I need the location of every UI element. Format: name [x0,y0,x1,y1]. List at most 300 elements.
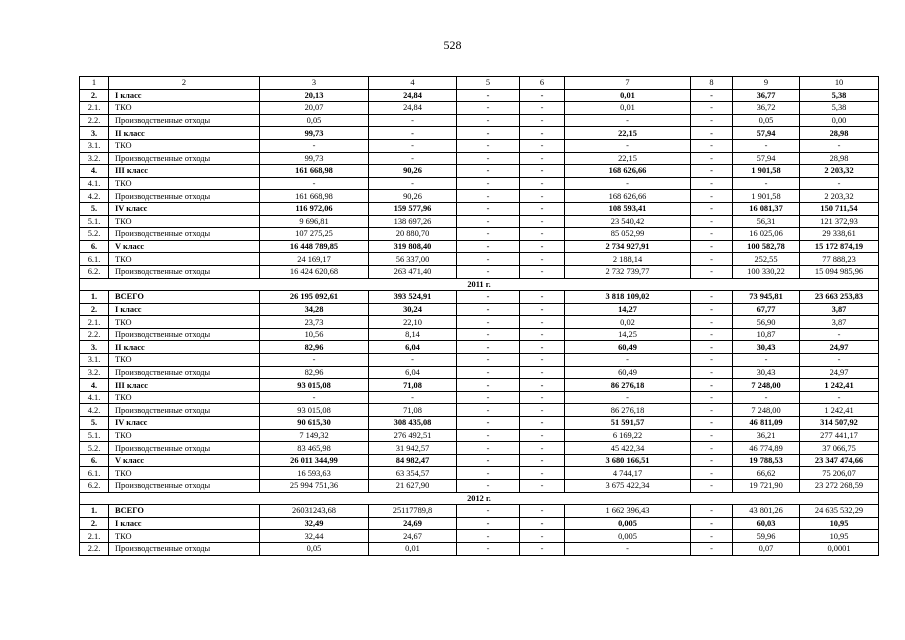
table-cell: 0,07 [733,542,800,555]
table-cell: - [457,542,520,555]
table-cell: 1 662 396,43 [565,505,691,518]
table-cell: 6.2. [80,265,109,278]
table-cell: 26031243,68 [260,505,369,518]
table-row [80,404,879,417]
table-cell: - [260,139,369,152]
table-cell: 0,01 [565,102,691,115]
table-cell: - [691,505,733,518]
table-cell: 23 347 474,66 [800,454,879,467]
column-header: 4 [369,77,457,90]
table-cell: 24,97 [800,366,879,379]
table-cell: - [457,291,520,304]
table-cell: 168 626,66 [565,190,691,203]
table-cell: 75 206,07 [800,467,879,480]
table-cell: - [691,454,733,467]
table-cell: III класс [109,379,260,392]
table-cell: - [800,328,879,341]
table-cell: 161 668,98 [260,190,369,203]
table-row [80,354,879,367]
table-row [80,291,879,304]
table-cell: - [565,391,691,404]
table-cell: 3. [80,341,109,354]
table-cell: 2.1. [80,102,109,115]
table-cell: 26 011 344,99 [260,454,369,467]
table-cell: - [457,480,520,493]
table-cell: 6.2. [80,480,109,493]
table-cell: 2.2. [80,114,109,127]
table-cell: 29 338,61 [800,228,879,241]
table-cell: 6.1. [80,467,109,480]
table-cell: 4.1. [80,391,109,404]
table-cell: - [691,165,733,178]
table-cell: 5. [80,417,109,430]
table-cell: 6. [80,240,109,253]
table-cell: 16 081,37 [733,202,800,215]
table-cell: - [691,379,733,392]
table-cell: 36,21 [733,429,800,442]
table-cell: 7 248,00 [733,379,800,392]
table-cell: 37 066,75 [800,442,879,455]
table-cell: Производственные отходы [109,366,260,379]
table-cell: Производственные отходы [109,480,260,493]
table-row [80,152,879,165]
table-cell: - [691,442,733,455]
table-cell: ВСЕГО [109,505,260,518]
table-cell: ТКО [109,467,260,480]
table-cell: 8,14 [369,328,457,341]
table-cell: ТКО [109,215,260,228]
table-cell: 30,24 [369,303,457,316]
table-cell: 30,43 [733,341,800,354]
table-cell: 21 627,90 [369,480,457,493]
table-cell: 2 188,14 [565,253,691,266]
table-cell: 150 711,54 [800,202,879,215]
table-cell: - [457,404,520,417]
table-cell: - [691,177,733,190]
table-cell: - [691,303,733,316]
column-header: 10 [800,77,879,90]
table-cell: 314 507,92 [800,417,879,430]
column-header: 1 [80,77,109,90]
column-header: 7 [565,77,691,90]
table-cell: - [691,190,733,203]
table-cell: 107 275,25 [260,228,369,241]
table-cell: 116 972,06 [260,202,369,215]
table-cell: 0,005 [565,517,691,530]
table-cell: 60,03 [733,517,800,530]
table-cell: 1. [80,291,109,304]
table-cell: 4 744,17 [565,467,691,480]
table-cell: 63 354,57 [369,467,457,480]
table-cell: - [457,429,520,442]
table-cell: 0,05 [260,542,369,555]
table-cell: 3 818 109,02 [565,291,691,304]
table-cell: - [691,328,733,341]
table-cell: 1 901,58 [733,190,800,203]
table-cell: I класс [109,89,260,102]
table-cell: 4.2. [80,404,109,417]
table-cell: Производственные отходы [109,442,260,455]
table-cell: 0,05 [733,114,800,127]
table-cell: - [691,228,733,241]
table-row [80,228,879,241]
table-cell: 6,04 [369,341,457,354]
table-cell: 23 272 268,59 [800,480,879,493]
table-row [80,253,879,266]
table-cell: - [457,442,520,455]
table-cell: - [457,240,520,253]
table-cell: 36,72 [733,102,800,115]
table-cell: 7 248,00 [733,404,800,417]
table-cell: II класс [109,127,260,140]
table-cell: Производственные отходы [109,328,260,341]
table-cell: 5.2. [80,442,109,455]
table-cell: - [457,391,520,404]
table-cell: 71,08 [369,404,457,417]
column-header: 5 [457,77,520,90]
table-cell: 15 094 985,96 [800,265,879,278]
table-cell: - [520,102,565,115]
table-cell: - [457,530,520,543]
table-cell: - [457,89,520,102]
table-row [80,517,879,530]
table-cell: 2 203,32 [800,190,879,203]
table-cell: - [457,139,520,152]
table-cell: 2 734 927,91 [565,240,691,253]
table-cell: - [691,316,733,329]
table-cell: - [520,215,565,228]
table-cell: 16 448 789,85 [260,240,369,253]
table-row [80,417,879,430]
table-cell: ТКО [109,391,260,404]
table-cell: V класс [109,240,260,253]
table-cell: 60,49 [565,341,691,354]
column-header: 8 [691,77,733,90]
table-cell: 86 276,18 [565,379,691,392]
table-cell: - [457,177,520,190]
table-cell: 56 337,00 [369,253,457,266]
table-cell: 85 052,99 [565,228,691,241]
table-cell: 159 577,96 [369,202,457,215]
table-cell: - [520,139,565,152]
table-cell: - [457,102,520,115]
table-cell: - [691,139,733,152]
table-row [80,454,879,467]
table-cell: ТКО [109,177,260,190]
table-cell: - [369,391,457,404]
table-cell: 277 441,17 [800,429,879,442]
table-cell: 100 582,78 [733,240,800,253]
table-row [80,139,879,152]
table-cell: 121 372,93 [800,215,879,228]
table-cell: - [520,429,565,442]
page-number: 528 [443,38,462,52]
table-cell: 168 626,66 [565,165,691,178]
table-cell: - [733,391,800,404]
table-cell: - [520,442,565,455]
table-cell: 93 015,08 [260,379,369,392]
table-cell: - [691,127,733,140]
table-cell: - [520,467,565,480]
table-cell: 14,27 [565,303,691,316]
table-cell: 24,84 [369,89,457,102]
table-cell: - [457,265,520,278]
column-header: 9 [733,77,800,90]
table-cell: 57,94 [733,152,800,165]
table-cell: 93 015,08 [260,404,369,417]
table-cell: 22,15 [565,127,691,140]
table-cell: 308 435,08 [369,417,457,430]
table-cell: 25 994 751,36 [260,480,369,493]
table-row [80,429,879,442]
table-cell: 30,43 [733,366,800,379]
table-row [80,530,879,543]
table-cell: 4.1. [80,177,109,190]
table-cell: - [260,354,369,367]
table-cell: 5. [80,202,109,215]
table-cell: 1 242,41 [800,404,879,417]
table-cell: 3.2. [80,152,109,165]
table-cell: 67,77 [733,303,800,316]
table-cell: 3 680 166,51 [565,454,691,467]
table-cell: - [457,303,520,316]
table-row [80,177,879,190]
table-cell: - [800,177,879,190]
table-cell: 86 276,18 [565,404,691,417]
table-cell: 2.1. [80,316,109,329]
table-cell: - [457,366,520,379]
table-cell: 1 242,41 [800,379,879,392]
table-cell: 3.1. [80,139,109,152]
table-cell: 0,00 [800,114,879,127]
table-cell: 252,55 [733,253,800,266]
table-cell: - [800,391,879,404]
table-cell: 15 172 874,19 [800,240,879,253]
table-cell: 23 663 253,83 [800,291,879,304]
table-cell: ТКО [109,253,260,266]
table-cell: 16 424 620,68 [260,265,369,278]
table-cell: 3,87 [800,316,879,329]
table-cell: 2. [80,303,109,316]
table-cell: - [520,165,565,178]
table-cell: 4.2. [80,190,109,203]
table-row [80,467,879,480]
table-cell: - [565,542,691,555]
table-cell: - [520,341,565,354]
table-cell: 43 801,26 [733,505,800,518]
table-cell: 24,69 [369,517,457,530]
table-row [80,265,879,278]
table-cell: ТКО [109,139,260,152]
table-cell: - [520,152,565,165]
table-cell: 3.2. [80,366,109,379]
table-cell: 161 668,98 [260,165,369,178]
table-row [80,505,879,518]
table-cell: 5.2. [80,228,109,241]
table-cell: 99,73 [260,152,369,165]
column-header: 6 [520,77,565,90]
table-cell: 57,94 [733,127,800,140]
table-cell: Производственные отходы [109,404,260,417]
table-cell: - [691,114,733,127]
table-row [80,316,879,329]
waste-data-table [79,76,879,556]
table-cell: - [457,328,520,341]
table-cell: Производственные отходы [109,228,260,241]
table-cell: - [457,190,520,203]
table-cell: - [520,542,565,555]
table-cell: 5.1. [80,429,109,442]
table-cell: 5.1. [80,215,109,228]
table-cell: 20 880,70 [369,228,457,241]
table-cell: 6 169,22 [565,429,691,442]
table-row [80,303,879,316]
table-cell: - [369,354,457,367]
table-cell: 19 788,53 [733,454,800,467]
table-row [80,391,879,404]
table-cell: 56,31 [733,215,800,228]
table-cell: 5,38 [800,102,879,115]
table-cell: - [520,316,565,329]
table-cell: - [369,177,457,190]
table-cell: 276 492,51 [369,429,457,442]
table-cell: 51 591,57 [565,417,691,430]
table-cell: ТКО [109,530,260,543]
table-cell: 19 721,90 [733,480,800,493]
table-cell: 1 901,58 [733,165,800,178]
table-cell: 319 808,40 [369,240,457,253]
table-cell: - [457,114,520,127]
table-cell: 10,95 [800,530,879,543]
table-cell: - [691,417,733,430]
table-cell: - [691,366,733,379]
table-cell: 77 888,23 [800,253,879,266]
table-cell: - [520,454,565,467]
table-cell: - [457,417,520,430]
table-cell: 71,08 [369,379,457,392]
table-cell: - [520,366,565,379]
table-cell: 25117789,8 [369,505,457,518]
table-cell: III класс [109,165,260,178]
table-cell: - [520,228,565,241]
table-cell: - [369,127,457,140]
table-cell: - [565,139,691,152]
table-cell: - [733,354,800,367]
table-cell: - [457,202,520,215]
table-cell: - [565,177,691,190]
table-cell: - [565,354,691,367]
table-cell: 108 593,41 [565,202,691,215]
table-cell: 73 945,81 [733,291,800,304]
table-cell: 28,98 [800,127,879,140]
year-row [80,492,879,505]
table-cell: 45 422,34 [565,442,691,455]
table-cell: - [800,139,879,152]
column-header: 3 [260,77,369,90]
table-cell: 14,25 [565,328,691,341]
table-cell: 6,04 [369,366,457,379]
table-cell: I класс [109,303,260,316]
table-cell: Производственные отходы [109,265,260,278]
table-cell: - [691,341,733,354]
year-label: 2011 г. [80,278,879,291]
table-cell: 3. [80,127,109,140]
table-cell: - [800,354,879,367]
table-cell: V класс [109,454,260,467]
table-cell: 34,28 [260,303,369,316]
table-cell: 99,73 [260,127,369,140]
table-cell: - [457,215,520,228]
table-cell: Производственные отходы [109,152,260,165]
table-cell: - [520,291,565,304]
table-cell: 23 540,42 [565,215,691,228]
table-cell: - [691,530,733,543]
table-cell: 3,87 [800,303,879,316]
table-cell: 16 025,06 [733,228,800,241]
table-cell: - [457,253,520,266]
table-row [80,165,879,178]
table-cell: 23,73 [260,316,369,329]
table-cell: 90 615,30 [260,417,369,430]
table-row [80,542,879,555]
table-cell: 263 471,40 [369,265,457,278]
table-row [80,202,879,215]
table-cell: - [691,517,733,530]
table-cell: 16 593,63 [260,467,369,480]
table-cell: - [520,240,565,253]
table-cell: - [457,341,520,354]
table-cell: - [260,177,369,190]
table-cell: 24 169,17 [260,253,369,266]
table-cell: - [520,379,565,392]
table-cell: 3 675 422,34 [565,480,691,493]
table-cell: - [520,328,565,341]
table-cell: - [457,454,520,467]
table-cell: 24 635 532,29 [800,505,879,518]
table-cell: 20,07 [260,102,369,115]
table-cell: - [520,391,565,404]
table-cell: - [457,316,520,329]
table-row [80,442,879,455]
table-cell: 2. [80,517,109,530]
table-cell: 5,38 [800,89,879,102]
table-cell: - [691,253,733,266]
table-cell: 82,96 [260,341,369,354]
year-label: 2012 г. [80,492,879,505]
table-cell: - [520,417,565,430]
table-row [80,341,879,354]
table-cell: - [457,228,520,241]
table-cell: 1. [80,505,109,518]
table-cell: 82,96 [260,366,369,379]
table-cell: IV класс [109,202,260,215]
table-cell: - [691,152,733,165]
table-cell: - [565,114,691,127]
table-cell: - [691,240,733,253]
table-cell: 10,87 [733,328,800,341]
table-cell: - [691,89,733,102]
table-cell: 24,84 [369,102,457,115]
table-cell: I класс [109,517,260,530]
table-cell: - [520,114,565,127]
table-cell: - [691,391,733,404]
table-cell: 83 465,98 [260,442,369,455]
header-row [80,77,879,90]
table-cell: ТКО [109,102,260,115]
table-row [80,379,879,392]
table-row [80,190,879,203]
table-cell: - [691,291,733,304]
